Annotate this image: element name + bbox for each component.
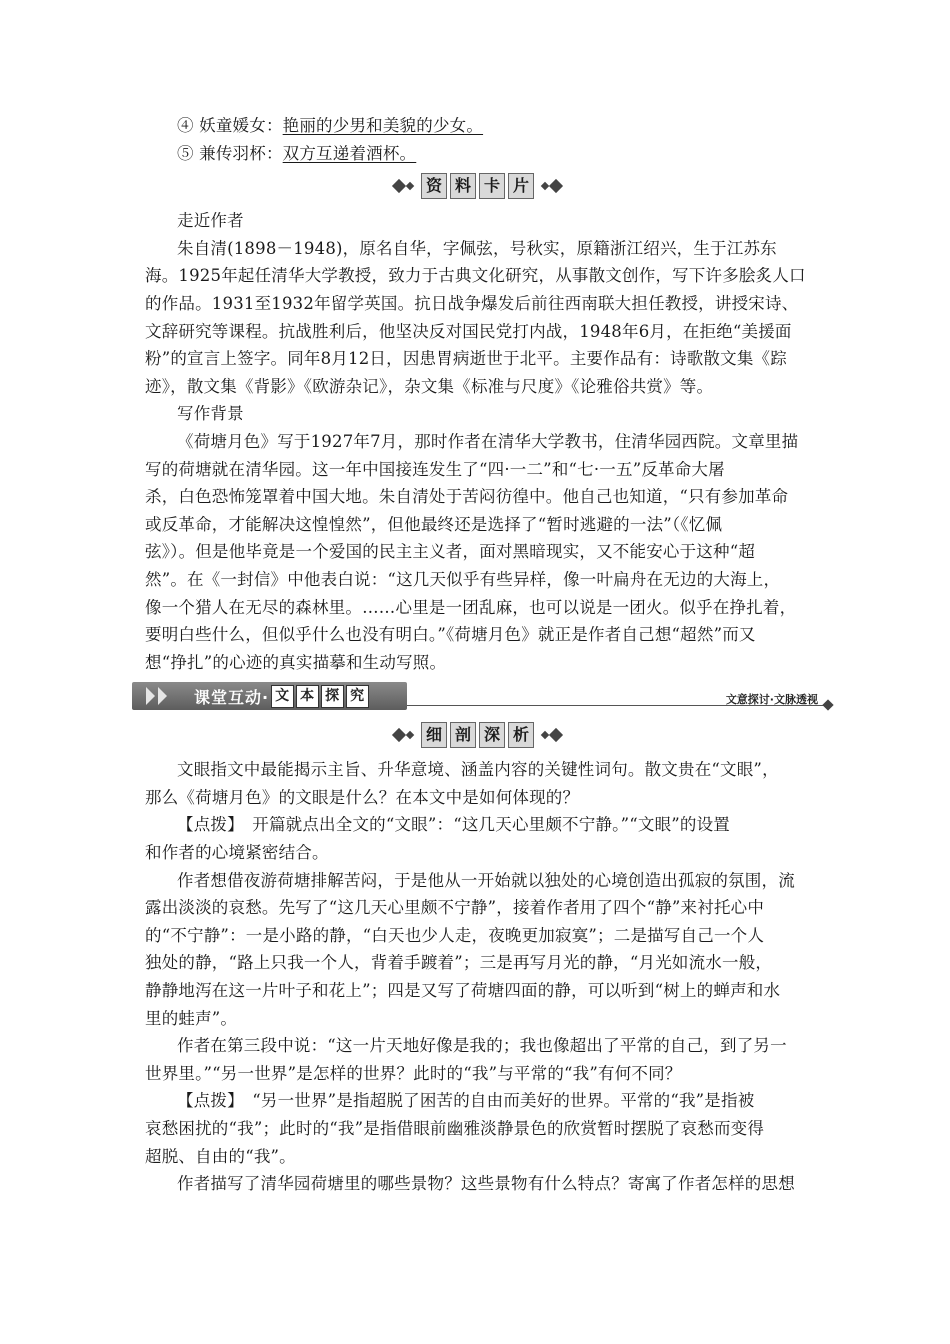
vocab-meaning: 双方互递着酒杯。 <box>282 143 417 163</box>
section-title: 细 剖 深 析 <box>421 722 534 748</box>
chevron-right-icon <box>146 687 155 705</box>
section-title: 资 料 卡 片 <box>421 173 534 199</box>
background-paragraph: 《荷塘月色》写于1927年7月，那时作者在清华大学教书，住清华园西院。文章里描 写的荷塘就在清华园。这一年中国接连发生了“四·一二”和“七·一五”反革命大屠 杀，白色恐怖笼罩着中国大地。朱自清处于苦闷彷徨中。他自己也知道，“只有参加革命 或反革命，才能解决这惶惶然”，但他最终还是选择了“暂时逃避的一法”（《忆佩 弦》）。但是他毕竟是一个爱国的民主主义者，面对黑暗现实，又不能安心于这种“超 然”。在《一封信》中他表白说：“这几天似乎有些异样，像一叶扁舟在无边的大海上， 像一个猎人在无尽的森林里。……心里是一团乱麻，也可以说是一团火。似乎在挣扎着， 要明白些什么，但似乎什么也没有明白。”《荷塘月色》就正是作者自己想“超然”而又 想“挣扎”的心迹的真实描摹和生动写照。 <box>145 431 799 672</box>
vocab-meaning: 艳丽的少男和美貌的少女。 <box>282 116 484 135</box>
analysis-q3: 作者描写了清华园荷塘里的哪些景物？这些景物有什么特点？寄寓了作者怎样的思想 <box>177 1174 795 1194</box>
banner-prefix: 课堂互动· <box>194 688 270 708</box>
diamond-ornament-icon <box>542 730 561 740</box>
chevron-right-icon <box>158 687 167 705</box>
vocab-item-4 <box>145 112 810 140</box>
section-banner-classroom: 课堂互动· 文 本 探 究 文意探讨·文脉透视 <box>132 682 832 712</box>
analysis-hint2: 【点拨】 “另一世界”是指超脱了困苦的自由而美好的世界。平常的“我”是指被 哀愁困扰的“我”；此时的“我”是指借眼前幽雅淡静景色的欣赏暂时摆脱了哀愁而变得 超脱、自由的“我”。 <box>145 1091 765 1166</box>
diamond-ornament-icon <box>822 700 833 711</box>
diamond-ornament-icon <box>394 730 413 740</box>
subheading-background: 写作背景 <box>177 404 244 424</box>
vocab-item-5 <box>145 140 810 168</box>
subheading-author: 走近作者 <box>177 211 244 231</box>
page-content <box>145 112 818 1198</box>
diamond-ornament-icon <box>542 181 561 191</box>
vocab-term: ④ 妖童媛女： <box>177 116 283 135</box>
analysis-q1: 文眼指文中最能揭示主旨、升华意境、涵盖内容的关键性词句。散文贵在“文眼”， 那么《荷塘月色》的文眼是什么？在本文中是如何体现的？ <box>145 760 779 807</box>
analysis-hint1: 【点拨】 开篇就点出全文的“文眼”：“这几天心里颇不宁静。”“文眼”的设置 和作者的心境紧密结合。 <box>145 815 731 863</box>
author-paragraph: 朱自清(1898－1948)，原名自华，字佩弦，号秋实，原籍浙江绍兴，生于江苏东 海。1925年起任清华大学教授，致力于古典文化研究，从事散文创作，写下许多脍炙人口 的作品。1931至1932年留学英国。抗日战争爆发后前往西南联大担任教授，讲授宋诗、 文辞研究等课程。抗战胜利后，他坚决反对国民党打内战，1948年6月，在拒绝“美援面 粉”的宣言上签字。同年8月12日，因患胃病逝世于北平。主要作品有：诗歌散文集《踪 迹》，散文集《背影》《欧游杂记》，杂文集《标准与尺度》《论雅俗共赏》等。 <box>145 238 806 396</box>
diamond-ornament-icon <box>394 181 413 191</box>
vocab-term: ⑤ 兼传羽杯： <box>177 143 283 163</box>
section-header-analysis <box>145 718 810 752</box>
analysis-q2: 作者在第三段中说：“这一片天地好像是我的；我也像超出了平常的自己，到了另一 世界里。”“另一世界”是怎样的世界？此时的“我”与平常的“我”有何不同？ <box>145 1036 787 1083</box>
banner-subtitle: 文意探讨·文脉透视 <box>725 693 818 707</box>
analysis-p3: 作者想借夜游荷塘排解苦闷，于是他从一开始就以独处的心境创造出孤寂的氛围，流 露出淡淡的哀愁。先写了“这几天心里颇不宁静”，接着作者用了四个“静”来衬托心中 的“不宁静”：一是小路的静，“白天也少人走，夜晚更加寂寞”；二是描写自己一个人 独处的静，“路上只我一个人，背着手踱着”；三是再写月光的静，“月光如流水一般， 静静地泻在这一片叶子和花上”；四是又写了荷塘四面的静，可以听到“树上的蝉声和水 里的蛙声”。 <box>145 870 795 1028</box>
section-header-resource-card <box>145 169 810 203</box>
